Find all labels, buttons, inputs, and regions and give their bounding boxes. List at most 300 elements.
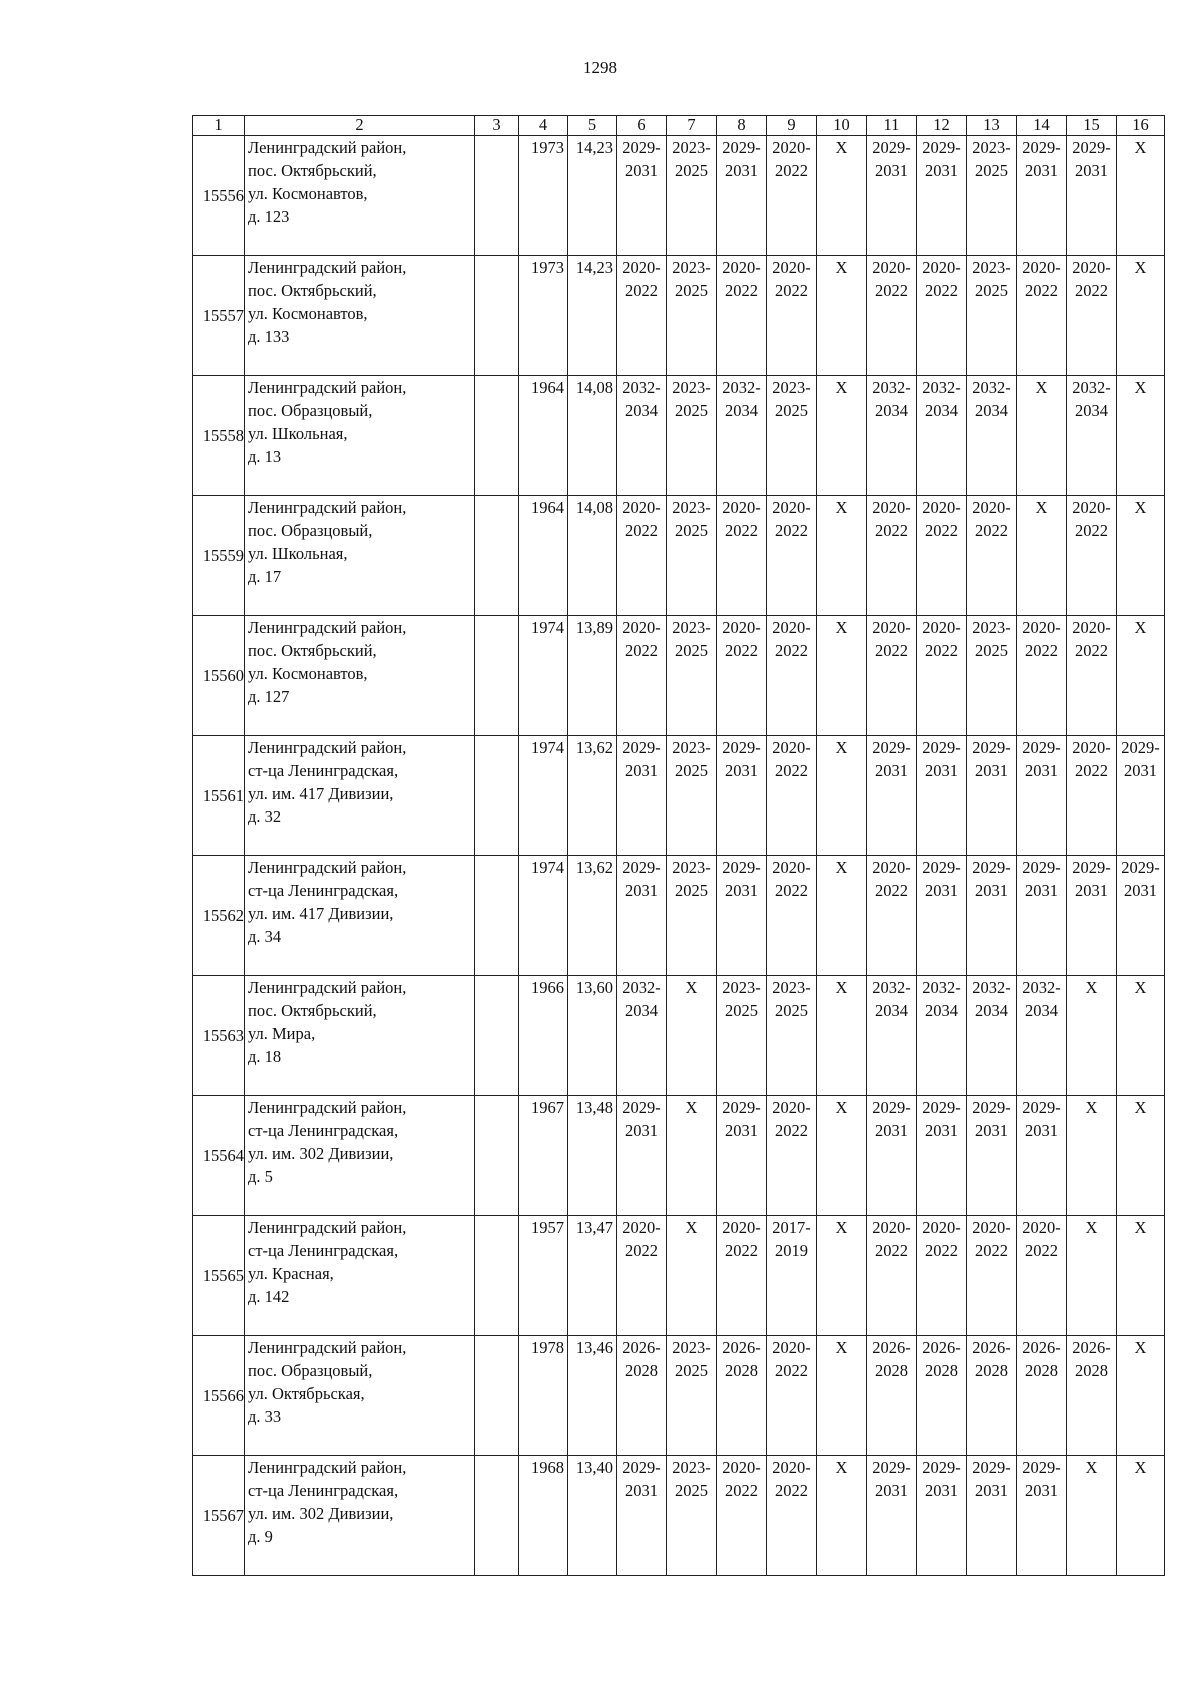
period-line: 2023- — [972, 258, 1011, 277]
row-number: 15561 — [193, 736, 245, 856]
period-cell-col-8 — [717, 736, 767, 856]
period-line: 2023- — [672, 1458, 711, 1477]
address-line: ул. Школьная, — [248, 424, 348, 443]
period-line: 2029- — [922, 138, 961, 157]
column-header-14: 14 — [1017, 116, 1067, 136]
period-line: X — [835, 978, 848, 997]
year-cell: 1957 — [519, 1216, 568, 1336]
period-line: X — [835, 1458, 848, 1477]
year-cell: 1966 — [519, 976, 568, 1096]
period-line: 2025 — [675, 641, 708, 660]
period-cell-col-12 — [917, 136, 967, 256]
table-row — [193, 736, 1165, 856]
period-line: 2028 — [1075, 1361, 1108, 1380]
period-line: 2020- — [772, 1098, 811, 1117]
address-cell — [245, 496, 475, 616]
period-line: 2020- — [772, 1458, 811, 1477]
period-cell-col-13 — [967, 616, 1017, 736]
row-number: 15564 — [193, 1096, 245, 1216]
row-number: 15567 — [193, 1456, 245, 1576]
year-cell: 1974 — [519, 736, 568, 856]
period-line: 2029- — [972, 1458, 1011, 1477]
period-line: 2031 — [1075, 881, 1108, 900]
period-line: 2023- — [672, 738, 711, 757]
address-line: д. 133 — [248, 327, 290, 346]
period-cell-col-16 — [1117, 1336, 1165, 1456]
table-row — [193, 376, 1165, 496]
address-line: ул. им. 417 Дивизии, — [248, 784, 394, 803]
period-cell-col-6 — [617, 256, 667, 376]
period-cell-col-11 — [867, 1456, 917, 1576]
year-cell: 1973 — [519, 136, 568, 256]
period-cell-col-9 — [767, 376, 817, 496]
period-line: 2031 — [1075, 161, 1108, 180]
period-line: X — [1035, 378, 1048, 397]
address-line: ул. Космонавтов, — [248, 304, 368, 323]
period-cell-col-10 — [817, 1216, 867, 1336]
period-line: 2025 — [675, 1481, 708, 1500]
period-cell-col-15 — [1067, 1096, 1117, 1216]
period-line: 2029- — [972, 738, 1011, 757]
column-header-4: 4 — [519, 116, 568, 136]
period-cell-col-7 — [667, 1336, 717, 1456]
header-row — [193, 116, 1165, 136]
period-cell-col-12 — [917, 616, 967, 736]
period-line: 2029- — [622, 738, 661, 757]
period-line: 2022 — [775, 521, 808, 540]
address-line: Ленинградский район, — [248, 858, 407, 877]
period-cell-col-7 — [667, 1216, 717, 1336]
period-cell-col-9 — [767, 736, 817, 856]
period-line: 2023- — [972, 138, 1011, 157]
period-line: 2023- — [672, 498, 711, 517]
period-cell-col-11 — [867, 976, 917, 1096]
period-cell-col-16 — [1117, 856, 1165, 976]
period-cell-col-14 — [1017, 256, 1067, 376]
cell-col-3 — [475, 976, 519, 1096]
address-line: ул. им. 302 Дивизии, — [248, 1144, 394, 1163]
period-cell-col-6 — [617, 1096, 667, 1216]
period-line: X — [685, 1218, 698, 1237]
period-cell-col-15 — [1067, 136, 1117, 256]
period-cell-col-8 — [717, 616, 767, 736]
period-line: 2029- — [1022, 1098, 1061, 1117]
period-line: X — [835, 1218, 848, 1237]
period-line: 2025 — [775, 401, 808, 420]
period-cell-col-11 — [867, 1096, 917, 1216]
period-line: 2031 — [925, 1121, 958, 1140]
year-cell: 1973 — [519, 256, 568, 376]
period-cell-col-8 — [717, 496, 767, 616]
period-line: 2020- — [622, 498, 661, 517]
period-cell-col-13 — [967, 1336, 1017, 1456]
period-line: 2020- — [622, 1218, 661, 1237]
period-line: 2028 — [975, 1361, 1008, 1380]
row-number: 15563 — [193, 976, 245, 1096]
address-cell — [245, 256, 475, 376]
period-line: 2031 — [925, 161, 958, 180]
period-line: 2029- — [622, 138, 661, 157]
address-line: д. 142 — [248, 1287, 290, 1306]
period-line: 2029- — [1072, 858, 1111, 877]
period-line: 2031 — [625, 1481, 658, 1500]
period-cell-col-10 — [817, 1096, 867, 1216]
period-cell-col-14 — [1017, 496, 1067, 616]
period-line: 2022 — [725, 521, 758, 540]
period-line: 2020- — [722, 1218, 761, 1237]
period-line: X — [835, 378, 848, 397]
row-number: 15560 — [193, 616, 245, 736]
period-line: 2029- — [922, 858, 961, 877]
period-line: 2022 — [725, 1241, 758, 1260]
period-line: 2029- — [722, 138, 761, 157]
page-number: 1298 — [583, 58, 617, 77]
table-row — [193, 1216, 1165, 1336]
period-cell-col-9 — [767, 1456, 817, 1576]
period-cell-col-8 — [717, 1456, 767, 1576]
period-line: X — [685, 1098, 698, 1117]
period-line: 2022 — [875, 281, 908, 300]
period-cell-col-7 — [667, 1456, 717, 1576]
period-cell-col-10 — [817, 256, 867, 376]
period-line: X — [835, 858, 848, 877]
address-line: д. 9 — [248, 1527, 273, 1546]
period-cell-col-12 — [917, 976, 967, 1096]
period-cell-col-12 — [917, 1216, 967, 1336]
column-header-15: 15 — [1067, 116, 1117, 136]
period-line: 2025 — [775, 1001, 808, 1020]
period-cell-col-7 — [667, 136, 717, 256]
period-cell-col-13 — [967, 496, 1017, 616]
period-line: 2029- — [1072, 138, 1111, 157]
address-line: Ленинградский район, — [248, 378, 407, 397]
period-line: 2020- — [922, 618, 961, 637]
period-line: 2032- — [972, 378, 1011, 397]
period-cell-col-11 — [867, 1336, 917, 1456]
period-cell-col-15 — [1067, 736, 1117, 856]
period-line: 2032- — [1022, 978, 1061, 997]
address-line: ул. Красная, — [248, 1264, 334, 1283]
year-cell: 1974 — [519, 616, 568, 736]
value-cell: 14,08 — [568, 496, 617, 616]
period-line: 2022 — [1025, 641, 1058, 660]
period-line: 2022 — [625, 521, 658, 540]
address-cell — [245, 1096, 475, 1216]
period-line: 2022 — [625, 641, 658, 660]
address-line: д. 123 — [248, 207, 290, 226]
period-cell-col-12 — [917, 496, 967, 616]
period-line: 2020- — [1072, 498, 1111, 517]
period-line: 2029- — [622, 1458, 661, 1477]
period-cell-col-9 — [767, 616, 817, 736]
period-line: 2029- — [722, 1098, 761, 1117]
period-cell-col-13 — [967, 976, 1017, 1096]
period-line: 2022 — [775, 641, 808, 660]
period-line: 2031 — [1025, 161, 1058, 180]
period-cell-col-16 — [1117, 1216, 1165, 1336]
period-line: 2029- — [922, 738, 961, 757]
period-line: 2031 — [1025, 761, 1058, 780]
period-line: 2022 — [975, 521, 1008, 540]
value-cell: 13,62 — [568, 736, 617, 856]
period-line: X — [1085, 1458, 1098, 1477]
cell-col-3 — [475, 136, 519, 256]
address-line: д. 32 — [248, 807, 282, 826]
address-cell — [245, 856, 475, 976]
period-line: X — [685, 978, 698, 997]
period-cell-col-10 — [817, 976, 867, 1096]
value-cell: 14,08 — [568, 376, 617, 496]
period-line: 2029- — [872, 1458, 911, 1477]
address-line: ст-ца Ленинградская, — [248, 1241, 399, 1260]
period-line: 2020- — [1022, 258, 1061, 277]
period-cell-col-15 — [1067, 376, 1117, 496]
period-cell-col-11 — [867, 856, 917, 976]
period-line: 2022 — [925, 281, 958, 300]
period-line: 2023- — [672, 378, 711, 397]
period-line: 2023- — [672, 1338, 711, 1357]
period-cell-col-16 — [1117, 376, 1165, 496]
value-cell: 13,48 — [568, 1096, 617, 1216]
period-line: 2020- — [622, 258, 661, 277]
period-line: 2017- — [772, 1218, 811, 1237]
period-line: 2034 — [625, 401, 658, 420]
period-line: 2020- — [772, 738, 811, 757]
address-line: ст-ца Ленинградская, — [248, 761, 399, 780]
period-line: 2028 — [925, 1361, 958, 1380]
period-line: X — [1134, 138, 1147, 157]
period-line: 2020- — [872, 858, 911, 877]
period-line: 2034 — [975, 1001, 1008, 1020]
period-cell-col-8 — [717, 256, 767, 376]
address-cell — [245, 376, 475, 496]
period-cell-col-11 — [867, 1216, 917, 1336]
cell-col-3 — [475, 1456, 519, 1576]
value-cell: 13,60 — [568, 976, 617, 1096]
value-cell: 14,23 — [568, 136, 617, 256]
period-line: 2032- — [622, 978, 661, 997]
column-header-10: 10 — [817, 116, 867, 136]
period-line: 2031 — [925, 761, 958, 780]
period-cell-col-15 — [1067, 976, 1117, 1096]
period-cell-col-13 — [967, 856, 1017, 976]
period-cell-col-12 — [917, 856, 967, 976]
address-line: ст-ца Ленинградская, — [248, 1481, 399, 1500]
period-cell-col-6 — [617, 976, 667, 1096]
period-line: 2022 — [1025, 1241, 1058, 1260]
period-line: 2020- — [722, 498, 761, 517]
period-line: 2029- — [922, 1458, 961, 1477]
period-line: 2029- — [1022, 858, 1061, 877]
period-cell-col-16 — [1117, 1096, 1165, 1216]
period-line: 2022 — [725, 641, 758, 660]
period-line: 2022 — [725, 1481, 758, 1500]
address-line: Ленинградский район, — [248, 1218, 407, 1237]
row-number: 15559 — [193, 496, 245, 616]
period-line: 2031 — [875, 161, 908, 180]
period-cell-col-11 — [867, 496, 917, 616]
value-cell: 13,46 — [568, 1336, 617, 1456]
table-row — [193, 856, 1165, 976]
period-line: 2032- — [622, 378, 661, 397]
period-line: 2031 — [625, 161, 658, 180]
period-cell-col-7 — [667, 256, 717, 376]
period-line: X — [835, 498, 848, 517]
period-line: 2022 — [775, 1361, 808, 1380]
year-cell: 1974 — [519, 856, 568, 976]
period-line: 2031 — [975, 1481, 1008, 1500]
period-line: 2032- — [872, 378, 911, 397]
period-line: 2022 — [875, 881, 908, 900]
period-cell-col-15 — [1067, 616, 1117, 736]
period-cell-col-11 — [867, 616, 917, 736]
period-line: 2031 — [625, 1121, 658, 1140]
period-line: 2022 — [625, 281, 658, 300]
period-line: 2022 — [875, 1241, 908, 1260]
cell-col-3 — [475, 856, 519, 976]
period-cell-col-9 — [767, 136, 817, 256]
period-line: 2031 — [875, 761, 908, 780]
period-line: 2034 — [1025, 1001, 1058, 1020]
period-line: 2025 — [975, 161, 1008, 180]
column-header-2: 2 — [245, 116, 475, 136]
address-line: пос. Октябрьский, — [248, 1001, 377, 1020]
cell-col-3 — [475, 736, 519, 856]
period-line: 2031 — [1025, 1121, 1058, 1140]
period-line: 2022 — [1075, 521, 1108, 540]
period-line: 2028 — [875, 1361, 908, 1380]
period-line: 2026- — [1072, 1338, 1111, 1357]
period-line: 2026- — [972, 1338, 1011, 1357]
period-cell-col-14 — [1017, 976, 1067, 1096]
period-line: 2022 — [775, 281, 808, 300]
period-cell-col-15 — [1067, 1336, 1117, 1456]
address-line: пос. Октябрьский, — [248, 161, 377, 180]
period-cell-col-12 — [917, 376, 967, 496]
period-cell-col-9 — [767, 496, 817, 616]
period-line: 2034 — [875, 1001, 908, 1020]
address-line: Ленинградский район, — [248, 498, 407, 517]
column-header-8: 8 — [717, 116, 767, 136]
period-cell-col-9 — [767, 1336, 817, 1456]
address-line: ул. им. 302 Дивизии, — [248, 1504, 394, 1523]
period-line: 2029- — [972, 858, 1011, 877]
period-line: 2023- — [672, 858, 711, 877]
period-line: 2020- — [872, 498, 911, 517]
period-cell-col-8 — [717, 1216, 767, 1336]
period-line: 2031 — [975, 1121, 1008, 1140]
period-line: 2034 — [975, 401, 1008, 420]
period-line: 2025 — [675, 401, 708, 420]
address-line: д. 13 — [248, 447, 282, 466]
period-cell-col-14 — [1017, 1456, 1067, 1576]
period-cell-col-7 — [667, 976, 717, 1096]
address-cell — [245, 736, 475, 856]
cell-col-3 — [475, 256, 519, 376]
period-line: 2026- — [1022, 1338, 1061, 1357]
year-cell: 1967 — [519, 1096, 568, 1216]
period-line: 2020- — [972, 498, 1011, 517]
period-line: X — [1134, 1458, 1147, 1477]
period-line: 2032- — [922, 378, 961, 397]
address-cell — [245, 616, 475, 736]
period-cell-col-12 — [917, 736, 967, 856]
address-line: ул. Школьная, — [248, 544, 348, 563]
period-line: 2020- — [1022, 618, 1061, 637]
cell-col-3 — [475, 496, 519, 616]
period-cell-col-13 — [967, 736, 1017, 856]
period-line: 2029- — [972, 1098, 1011, 1117]
address-line: пос. Образцовый, — [248, 521, 373, 540]
period-line: 2029- — [1121, 738, 1160, 757]
period-line: X — [1134, 1218, 1147, 1237]
period-line: 2025 — [725, 1001, 758, 1020]
period-cell-col-6 — [617, 136, 667, 256]
period-line: 2020- — [722, 1458, 761, 1477]
period-cell-col-16 — [1117, 1456, 1165, 1576]
period-cell-col-10 — [817, 616, 867, 736]
address-line: пос. Образцовый, — [248, 401, 373, 420]
period-line: 2031 — [925, 881, 958, 900]
period-line: 2031 — [625, 761, 658, 780]
period-line: 2032- — [1072, 378, 1111, 397]
period-line: 2020- — [1022, 1218, 1061, 1237]
period-line: 2022 — [1075, 641, 1108, 660]
period-line: 2031 — [1124, 881, 1157, 900]
period-cell-col-16 — [1117, 736, 1165, 856]
period-line: 2020- — [1072, 258, 1111, 277]
period-line: 2034 — [925, 401, 958, 420]
period-line: 2022 — [725, 281, 758, 300]
period-cell-col-14 — [1017, 856, 1067, 976]
address-line: Ленинградский район, — [248, 1338, 407, 1357]
period-cell-col-6 — [617, 1216, 667, 1336]
period-line: X — [835, 618, 848, 637]
period-line: 2025 — [675, 881, 708, 900]
column-header-12: 12 — [917, 116, 967, 136]
column-header-9: 9 — [767, 116, 817, 136]
period-cell-col-7 — [667, 616, 717, 736]
address-line: ул. Космонавтов, — [248, 664, 368, 683]
address-line: Ленинградский район, — [248, 978, 407, 997]
period-line: 2022 — [1075, 761, 1108, 780]
period-cell-col-9 — [767, 1216, 817, 1336]
period-cell-col-13 — [967, 136, 1017, 256]
period-line: 2031 — [1025, 881, 1058, 900]
period-line: 2031 — [1124, 761, 1157, 780]
period-line: 2029- — [1022, 1458, 1061, 1477]
address-line: ст-ца Ленинградская, — [248, 1121, 399, 1140]
address-line: д. 17 — [248, 567, 282, 586]
period-line: 2020- — [722, 258, 761, 277]
period-line: 2023- — [972, 618, 1011, 637]
period-line: 2031 — [975, 761, 1008, 780]
period-line: 2029- — [1022, 738, 1061, 757]
period-cell-col-6 — [617, 1336, 667, 1456]
address-cell — [245, 1336, 475, 1456]
column-header-13: 13 — [967, 116, 1017, 136]
period-line: 2022 — [875, 641, 908, 660]
column-header-1: 1 — [193, 116, 245, 136]
period-cell-col-10 — [817, 736, 867, 856]
period-line: 2031 — [725, 1121, 758, 1140]
period-line: 2023- — [722, 978, 761, 997]
period-line: 2023- — [772, 378, 811, 397]
period-cell-col-11 — [867, 736, 917, 856]
period-cell-col-7 — [667, 376, 717, 496]
address-cell — [245, 1456, 475, 1576]
period-cell-col-9 — [767, 976, 817, 1096]
